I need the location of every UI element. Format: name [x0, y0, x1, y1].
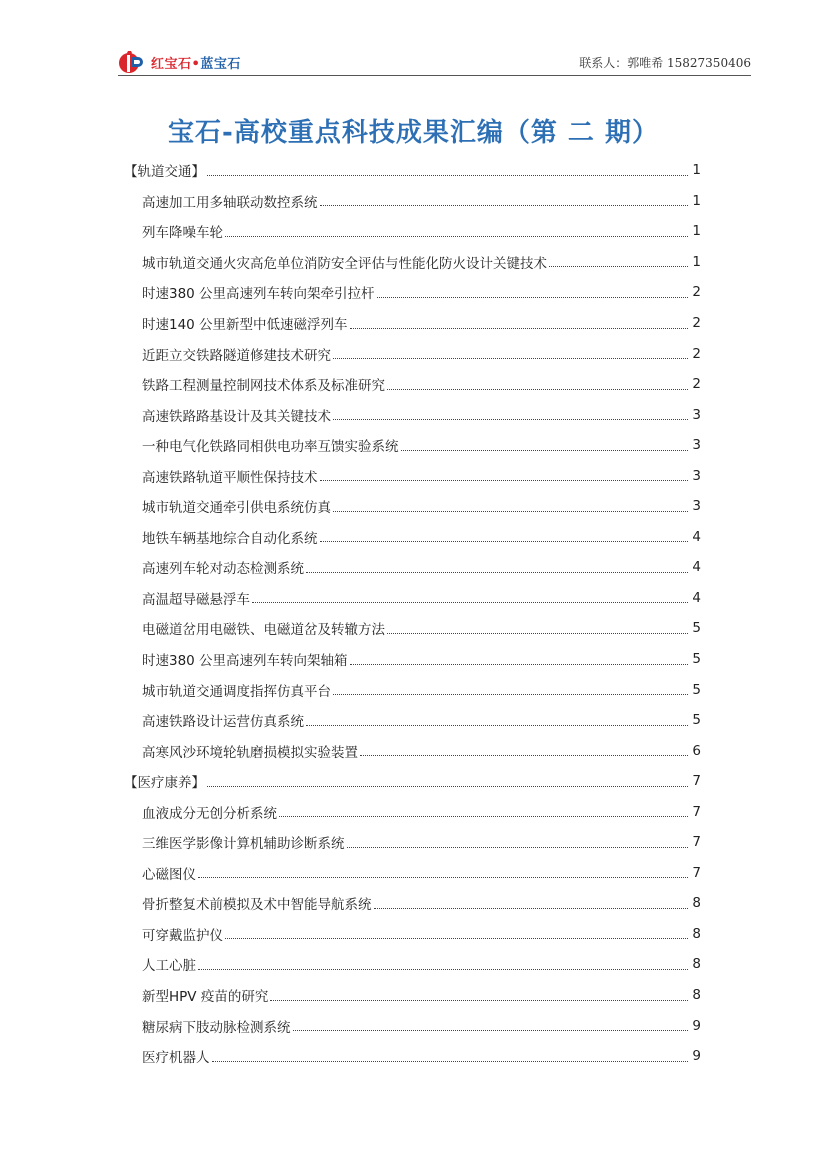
dot-leader — [225, 938, 688, 939]
toc-entry[interactable] — [124, 644, 701, 675]
dot-leader — [306, 572, 688, 573]
toc-page-number: 8 — [692, 987, 701, 1004]
toc-page-number: 3 — [692, 437, 701, 454]
toc-entry[interactable] — [124, 552, 701, 583]
toc-page-number: 7 — [692, 864, 701, 881]
toc-entry[interactable] — [124, 888, 701, 919]
toc-entry-label: 【医疗康养】 — [124, 775, 205, 792]
dot-leader — [360, 755, 688, 756]
table-of-contents — [124, 155, 701, 1071]
toc-entry[interactable] — [124, 1010, 701, 1041]
toc-entry-label: 城市轨道交通火灾高危单位消防安全评估与性能化防火设计关键技术 — [142, 255, 547, 272]
dot-leader — [387, 633, 688, 634]
brand-logo — [118, 50, 241, 74]
toc-page-number: 8 — [692, 895, 701, 912]
dot-leader — [207, 786, 688, 787]
toc-page-number: 5 — [692, 651, 701, 668]
toc-entry-label: 列车降噪车轮 — [142, 225, 223, 242]
dot-leader — [333, 358, 688, 359]
dot-leader — [306, 725, 688, 726]
toc-entry-label: 心磁图仪 — [142, 866, 196, 883]
dot-leader — [350, 664, 688, 665]
toc-entry[interactable] — [124, 186, 701, 217]
toc-entry-label: 血液成分无创分析系统 — [142, 805, 277, 822]
dot-leader — [401, 450, 689, 451]
toc-section-heading[interactable] — [124, 766, 701, 797]
toc-entry-label: 时速380 公里高速列车转向架轴箱 — [142, 653, 348, 670]
dot-leader — [347, 847, 689, 848]
dot-leader — [377, 297, 688, 298]
dot-leader — [225, 236, 688, 237]
toc-entry[interactable] — [124, 247, 701, 278]
toc-entry[interactable] — [124, 460, 701, 491]
toc-page-number: 4 — [692, 559, 701, 576]
toc-entry[interactable] — [124, 735, 701, 766]
page-header — [118, 50, 751, 76]
toc-entry-label: 城市轨道交通调度指挥仿真平台 — [142, 683, 331, 700]
logo-separator: • — [191, 56, 201, 72]
dot-leader — [198, 969, 688, 970]
toc-entry[interactable] — [124, 949, 701, 980]
dot-leader — [279, 816, 688, 817]
toc-entry-label: 时速140 公里新型中低速磁浮列车 — [142, 317, 348, 333]
dot-leader — [374, 908, 689, 909]
toc-entry-label: 一种电气化铁路同相供电功率互馈实验系统 — [142, 439, 399, 456]
toc-entry[interactable] — [124, 338, 701, 369]
dot-leader — [333, 511, 688, 512]
toc-page-number: 1 — [692, 162, 701, 179]
toc-section-heading[interactable] — [124, 155, 701, 186]
toc-entry-label: 电磁道岔用电磁铁、电磁道岔及转辙方法 — [142, 622, 385, 639]
toc-entry-label: 【轨道交通】 — [124, 164, 205, 181]
toc-page-number: 1 — [692, 223, 701, 240]
toc-entry-label: 铁路工程测量控制网技术体系及标准研究 — [142, 378, 385, 395]
dot-leader — [198, 877, 688, 878]
logo-text-red: 红宝石 — [151, 56, 192, 72]
toc-entry[interactable] — [124, 399, 701, 430]
dot-leader — [333, 694, 688, 695]
toc-entry-label: 高速铁路路基设计及其关键技术 — [142, 408, 331, 425]
gem-logo-icon — [118, 50, 146, 74]
toc-page-number: 7 — [692, 773, 701, 790]
toc-entry-label: 糖尿病下肢动脉检测系统 — [142, 1019, 291, 1036]
toc-entry-label: 高寒风沙环境轮轨磨损模拟实验装置 — [142, 744, 358, 761]
dot-leader — [320, 541, 689, 542]
toc-entry-label: 城市轨道交通牵引供电系统仿真 — [142, 500, 331, 517]
toc-entry[interactable] — [124, 919, 701, 950]
toc-entry[interactable] — [124, 522, 701, 553]
dot-leader — [207, 175, 688, 176]
toc-entry[interactable] — [124, 613, 701, 644]
toc-page-number: 8 — [692, 956, 701, 973]
toc-page-number: 7 — [692, 834, 701, 851]
toc-entry-label: 高速列车轮对动态检测系统 — [142, 561, 304, 578]
toc-entry[interactable] — [124, 369, 701, 400]
toc-entry-label: 三维医学影像计算机辅助诊断系统 — [142, 836, 345, 853]
dot-leader — [212, 1061, 689, 1062]
toc-entry[interactable] — [124, 583, 701, 614]
toc-page-number: 1 — [692, 253, 701, 270]
dot-leader — [387, 389, 688, 390]
toc-entry-label: 近距立交铁路隧道修建技术研究 — [142, 347, 331, 364]
toc-page-number: 6 — [692, 742, 701, 759]
toc-page-number: 2 — [692, 376, 701, 393]
toc-entry[interactable] — [124, 277, 701, 308]
dot-leader — [320, 205, 689, 206]
toc-entry[interactable] — [124, 858, 701, 889]
toc-entry-label: 地铁车辆基地综合自动化系统 — [142, 530, 318, 547]
toc-entry-label: 时速380 公里高速列车转向架牵引拉杆 — [142, 286, 375, 303]
toc-page-number: 4 — [692, 589, 701, 606]
toc-entry-label: 高速铁路轨道平顺性保持技术 — [142, 469, 318, 486]
toc-page-number: 2 — [692, 345, 701, 362]
toc-entry[interactable] — [124, 308, 701, 339]
toc-entry[interactable] — [124, 216, 701, 247]
toc-page-number: 9 — [692, 1048, 701, 1065]
toc-page-number: 3 — [692, 406, 701, 423]
dot-leader — [350, 328, 688, 329]
toc-page-number: 5 — [692, 712, 701, 729]
toc-entry-label: 骨折整复术前模拟及术中智能导航系统 — [142, 897, 372, 914]
toc-entry-label: 医疗机器人 — [142, 1050, 210, 1067]
toc-entry-label: 新型HPV 疫苗的研究 — [142, 989, 269, 1006]
toc-entry[interactable] — [124, 827, 701, 858]
toc-page-number: 2 — [692, 315, 701, 331]
dot-leader — [252, 602, 688, 603]
dot-leader — [333, 419, 688, 420]
toc-page-number: 3 — [692, 467, 701, 484]
logo-text-blue: 蓝宝石 — [200, 56, 241, 72]
toc-entry[interactable] — [124, 980, 701, 1011]
toc-page-number: 5 — [692, 681, 701, 698]
dot-leader — [320, 480, 689, 481]
toc-entry-label: 可穿戴监护仪 — [142, 927, 223, 944]
page-title: 宝石-高校重点科技成果汇编（第 二 期） — [168, 118, 659, 148]
toc-entry[interactable] — [124, 1041, 701, 1072]
toc-page-number: 5 — [692, 620, 701, 637]
dot-leader — [270, 1000, 688, 1001]
toc-entry[interactable] — [124, 705, 701, 736]
toc-page-number: 7 — [692, 803, 701, 820]
dot-leader — [549, 266, 688, 267]
toc-entry[interactable] — [124, 674, 701, 705]
toc-entry-label: 高速铁路设计运营仿真系统 — [142, 714, 304, 731]
header-divider — [118, 75, 751, 76]
toc-page-number: 4 — [692, 528, 701, 545]
toc-entry[interactable] — [124, 491, 701, 522]
toc-entry[interactable] — [124, 796, 701, 827]
toc-entry-label: 高速加工用多轴联动数控系统 — [142, 194, 318, 211]
toc-page-number: 1 — [692, 192, 701, 209]
dot-leader — [293, 1030, 689, 1031]
toc-page-number: 9 — [692, 1017, 701, 1034]
toc-entry[interactable] — [124, 430, 701, 461]
toc-page-number: 3 — [692, 498, 701, 515]
toc-entry-label: 人工心脏 — [142, 958, 196, 975]
toc-page-number: 8 — [692, 925, 701, 942]
toc-page-number: 2 — [692, 284, 701, 301]
contact-info: 联系人：郭唯希 15827350406 — [579, 56, 751, 70]
toc-entry-label: 高温超导磁悬浮车 — [142, 591, 250, 608]
